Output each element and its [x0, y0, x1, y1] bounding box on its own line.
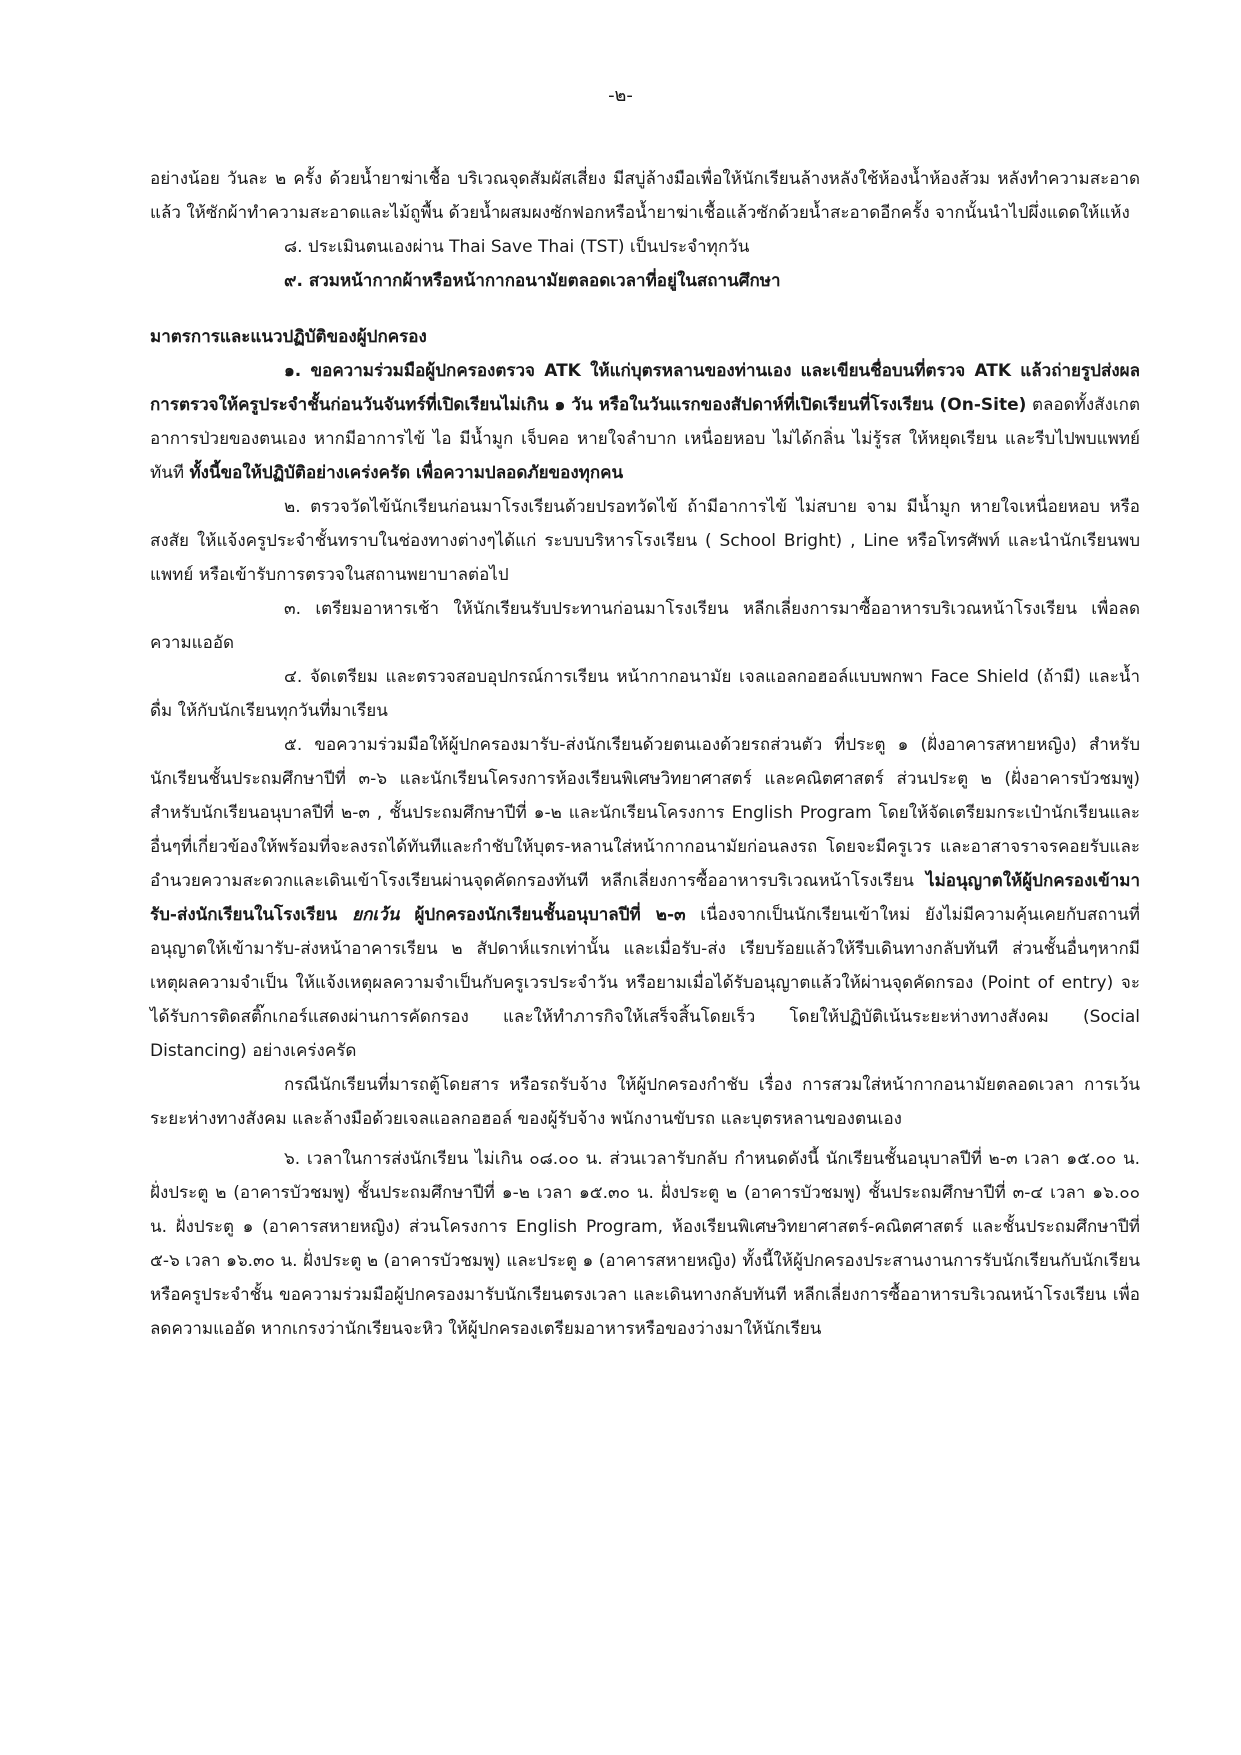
parent-measure-5-bold: ไม่อนุญาตให้ผู้ปกครองเข้ามารับ-ส่งนักเรียนในโรงเรียน [150, 871, 1140, 925]
page-number: -๒- [608, 85, 633, 106]
parent-measure-5-text: ๕. ขอความร่วมมือให้ผู้ปกครองมารับ-ส่งนักเรียนด้วยตนเองด้วยรถส่วนตัว ที่ประตู ๑ (ฝั่งอาคารสหายหญิง) สำหรับนักเรียนชั้นประถมศึกษาปีที่ ๓-๖ และนักเรียนโครงการห้องเรียนพิเศษวิทยาศาสตร์ และคณิตศาสตร์ ส่วนประตู ๒ (ฝั่งอาคารบัวชมพู) สำหรับนักเรียนอนุบาลปีที่ ๒-๓ , ชั้นประถมศึกษาปีที่ ๑-๒ และนักเรียนโครงการ English Program โดยให้จัดเตรียมกระเป๋านักเรียนและอื่นๆที่เกี่ยวข้องให้พร้อมที่จะลงรถได้ทันทีและกำชับให้บุตร-หลานใส่หน้ากากอนามัยก่อนลงรถ โดยจะมีครูเวร และอาสาจราจรคอยรับและอำนวยความสะดวกและเดินเข้าโรงเรียนผ่านจุดคัดกรองทันที หลีกเลี่ยงการซื้ออาหารบริเวณหน้าโรงเรียน [150, 735, 1140, 891]
parent-measure-1 [150, 354, 1140, 490]
list-item-8: ๘. ประเมินตนเองผ่าน Thai Save Thai (TST) เป็นประจำทุกวัน [284, 237, 750, 257]
list-item-9 [150, 264, 1140, 298]
parent-measure-5 [150, 728, 1140, 1068]
document-body [150, 162, 1140, 1346]
parent-measure-2: ๒. ตรวจวัดไข้นักเรียนก่อนมาโรงเรียนด้วยปรอทวัดไข้ ถ้ามีอาการไข้ ไม่สบาย จาม มีน้ำมูก หายใจเหนื่อยหอบ หรือสงสัย ให้แจ้งครูประจำชั้นทราบในช่องทางต่างๆได้แก่ ระบบบริหารโรงเรียน ( School Bright) , Line หรือโทรศัพท์ และนำนักเรียนพบแพทย์ หรือเข้ารับการตรวจในสถานพยาบาลต่อไป [150, 497, 1140, 585]
intro-paragraph: อย่างน้อย วันละ ๒ ครั้ง ด้วยน้ำยาฆ่าเชื้อ บริเวณจุดสัมผัสเสี่ยง มีสบู่ล้างมือเพื่อให้นักเรียนล้างหลังใช้ห้องน้ำห้องส้วม หลังทำความสะอาดแล้ว ให้ซักผ้าทำความสะอาดและไม้ถูพื้น ด้วยน้ำผสมผงซักฟอกหรือน้ำยาฆ่าเชื้อแล้วซักด้วยน้ำสะอาดอีกครั้ง จากนั้นนำไปผึ่งแดดให้แห้ง [150, 169, 1140, 223]
section-title: มาตรการและแนวปฏิบัติของผู้ปกครอง [150, 327, 427, 347]
parent-measure-5-exception: ยกเว้น [352, 905, 400, 925]
parent-measure-1-bold: ๑. ขอความร่วมมือผู้ปกครองตรวจ ATK ให้แก่บุตรหลานของท่านเอง และเขียนชื่อบนที่ตรวจ ATK แล้วถ่ายรูปส่งผลการตรวจให้ครูประจำชั้นก่อนวันจันทร์ที่เปิดเรียนไม่เกิน ๑ วัน หรือในวันแรกของสัปดาห์ที่เปิดเรียนที่โรงเรียน (On-Site) [150, 361, 1140, 415]
list-item-9-text: ๙. สวมหน้ากากผ้าหรือหน้ากากอนามัยตลอดเวลาที่อยู่ในสถานศึกษา [284, 271, 781, 291]
parent-measure-case: กรณีนักเรียนที่มารถตู้โดยสาร หรือรถรับจ้าง ให้ผู้ปกครองกำชับ เรื่อง การสวมใส่หน้ากากอนามัยตลอดเวลา การเว้นระยะห่างทางสังคม และล้างมือด้วยเจลแอลกอฮอล์ ของผู้รับจ้าง พนักงานขับรถ และบุตรหลานของตนเอง [150, 1075, 1140, 1129]
parent-measure-5-text-2: เนื่องจากเป็นนักเรียนเข้าใหม่ ยังไม่มีความคุ้นเคยกับสถานที่ อนุญาตให้เข้ามารับ-ส่งหน้าอาคารเรียน ๒ สัปดาห์แรกเท่านั้น และเมื่อรับ-ส่ง เรียบร้อยแล้วให้รีบเดินทางกลับทันที ส่วนชั้นอื่นๆหากมีเหตุผลความจำเป็น ให้แจ้งเหตุผลความจำเป็นกับครูเวรประจำวัน หรือยามเมื่อได้รับอนุญาตแล้วให้ผ่านจุดคัดกรอง (Point of entry) จะได้รับการติดสติ๊กเกอร์แสดงผ่านการคัดกรอง และให้ทำภารกิจให้เสร็จสิ้นโดยเร็ว โดยให้ปฏิบัติเน้นระยะห่างทางสังคม (Social Distancing) อย่างเคร่งครัด [150, 905, 1140, 1061]
parent-measure-4: ๔. จัดเตรียม และตรวจสอบอุปกรณ์การเรียน หน้ากากอนามัย เจลแอลกอฮอล์แบบพกพา Face Shield (ถ้ามี) และน้ำดื่ม ให้กับนักเรียนทุกวันที่มาเรียน [150, 667, 1140, 721]
parent-measure-3: ๓. เตรียมอาหารเช้า ให้นักเรียนรับประทานก่อนมาโรงเรียน หลีกเลี่ยงการมาซื้ออาหารบริเวณหน้าโรงเรียน เพื่อลดความแออัด [150, 599, 1140, 653]
parent-measure-1-text: ตลอดทั้งสังเกตอาการป่วยของตนเอง หากมีอาการไข้ ไอ มีน้ำมูก เจ็บคอ หายใจลำบาก เหนื่อยหอบ ไม่ได้กลิ่น ไม่รู้รส ให้หยุดเรียน และรีบไปพบแพทย์ทันที [150, 395, 1140, 483]
parent-measure-6: ๖. เวลาในการส่งนักเรียน ไม่เกิน ๐๘.๐๐ น. ส่วนเวลารับกลับ กำหนดดังนี้ นักเรียนชั้นอนุบาลปีที่ ๒-๓ เวลา ๑๕.๐๐ น. ฝั่งประตู ๒ (อาคารบัวชมพู) ชั้นประถมศึกษาปีที่ ๑-๒ เวลา ๑๕.๓๐ น. ฝั่งประตู ๒ (อาคารบัวชมพู) ชั้นประถมศึกษาปีที่ ๓-๔ เวลา ๑๖.๐๐ น. ฝั่งประตู ๑ (อาคารสหายหญิง) ส่วนโครงการ English Program, ห้องเรียนพิเศษวิทยาศาสตร์-คณิตศาสตร์ และชั้นประถมศึกษาปีที่ ๕-๖ เวลา ๑๖.๓๐ น. ฝั่งประตู ๒ (อาคารบัวชมพู) และประตู ๑ (อาคารสหายหญิง) ทั้งนี้ให้ผู้ปกครองประสานงานการรับนักเรียนกับนักเรียน หรือครูประจำชั้น ขอความร่วมมือผู้ปกครองมารับนักเรียนตรงเวลา และเดินทางกลับทันที หลีกเลี่ยงการซื้ออาหารบริเวณหน้าโรงเรียน เพื่อลดความแออัด หากเกรงว่านักเรียนจะหิว ให้ผู้ปกครองเตรียมอาหารหรือของว่างมาให้นักเรียน [150, 1149, 1140, 1339]
parent-measure-5-bold-2: ผู้ปกครองนักเรียนชั้นอนุบาลปีที่ ๒-๓ [399, 905, 686, 925]
parent-measure-1-emphasis: ทั้งนี้ขอให้ปฏิบัติอย่างเคร่งครัด เพื่อความปลอดภัยของทุกคน [189, 463, 624, 483]
